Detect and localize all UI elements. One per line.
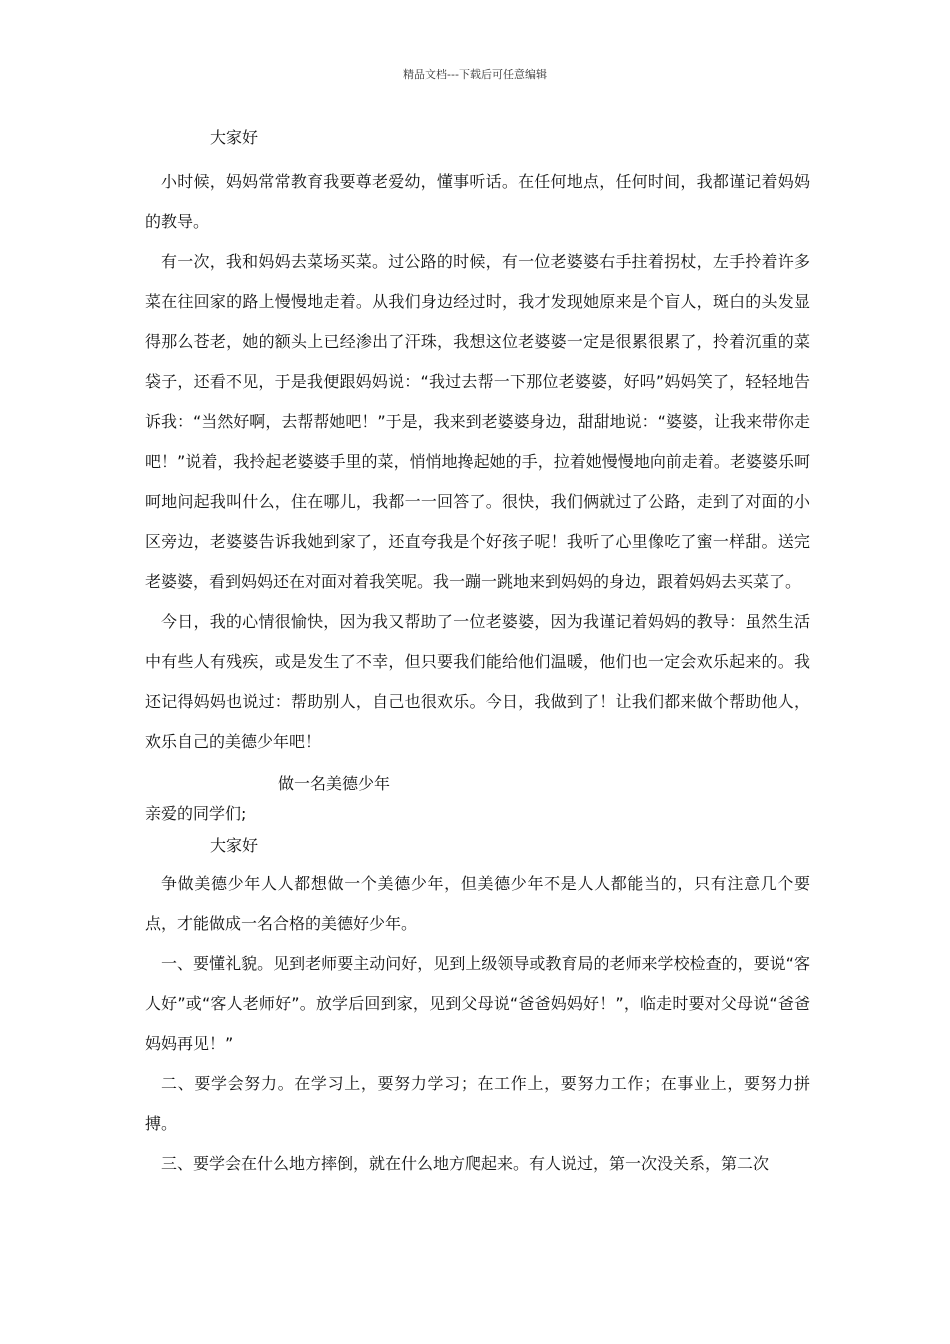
paragraph-2: 有一次，我和妈妈去菜场买菜。过公路的时候，有一位老婆婆右手拄着拐杖，左手拎着许多菜在往回家的路上慢慢地走着。从我们身边经过时，我才发现她原来是个盲人，斑白的头发显得那么苍老，她的额头上已经渗出了汗珠，我想这位老婆婆一定是很累很累了，拎着沉重的菜袋子，还看不见，于是我便跟妈妈说：“我过去帮一下那位老婆婆，好吗”妈妈笑了，轻轻地告诉我：“当然好啊，去帮帮她吧！”于是，我来到老婆婆身边，甜甜地说：“婆婆，让我来带你走吧！”说着，我拎起老婆婆手里的菜，悄悄地搀起她的手，拉着她慢慢地向前走着。老婆婆乐呵呵地问起我叫什么，住在哪儿，我都一一回答了。很快，我们俩就过了公路，走到了对面的小区旁边，老婆婆告诉我她到家了，还直夸我是个好孩子呢！我听了心里像吃了蜜一样甜。送完老婆婆，看到妈妈还在对面对着我笑呢。我一蹦一跳地来到妈妈的身边，跟着妈妈去买菜了。 [145, 252, 810, 591]
salutation: 亲爱的同学们; [145, 804, 247, 823]
section-title: 做一名美德少年 [278, 774, 391, 793]
document-body [145, 128, 810, 1184]
page-header: 精品文档---下载后可任意编辑 [403, 68, 547, 81]
paragraph-1: 小时候，妈妈常常教育我要尊老爱幼，懂事听话。在任何地点，任何时间，我都谨记着妈妈的教导。 [145, 172, 810, 231]
paragraph-5: 一、要懂礼貌。见到老师要主动问好，见到上级领导或教育局的老师来学校检查的，要说“客人好”或“客人老师好”。放学后回到家，见到父母说“爸爸妈妈好！”，临走时要对父母说“爸爸妈妈再见！” [145, 954, 810, 1053]
paragraph-3: 今日，我的心情很愉快，因为我又帮助了一位老婆婆，因为我谨记着妈妈的教导：虽然生活中有些人有残疾，或是发生了不幸，但只要我们能给他们温暖，他们也一定会欢乐起来的。我还记得妈妈也说过：帮助别人，自己也很欢乐。今日，我做到了！让我们都来做个帮助他人，欢乐自己的美德少年吧！ [145, 612, 810, 751]
greeting-1: 大家好 [210, 128, 259, 147]
paragraph-4: 争做美德少年人人都想做一个美德少年，但美德少年不是人人都能当的，只有注意几个要点，才能做成一名合格的美德好少年。 [145, 874, 810, 933]
paragraph-6: 二、要学会努力。在学习上，要努力学习；在工作上，要努力工作；在事业上，要努力拼搏。 [145, 1074, 810, 1133]
greeting-2: 大家好 [210, 836, 259, 855]
paragraph-7: 三、要学会在什么地方摔倒，就在什么地方爬起来。有人说过，第一次没关系，第二次 [161, 1154, 770, 1173]
